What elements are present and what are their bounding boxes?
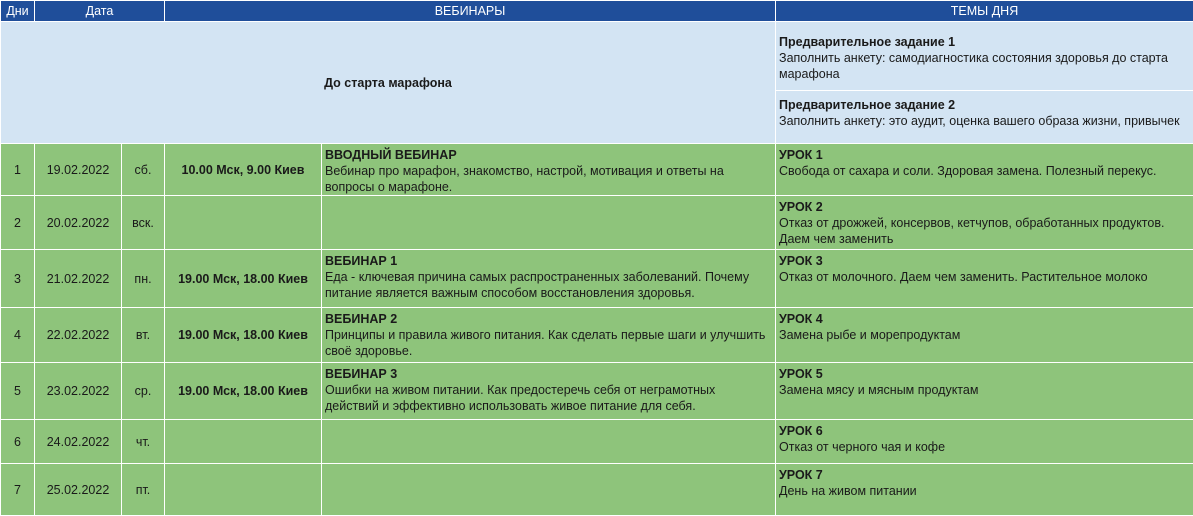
topic-title: УРОК 3 [779, 253, 1190, 269]
day-number: 5 [1, 363, 35, 420]
weekday-cell: пн. [122, 250, 165, 308]
webinar-title: ВЕБИНАР 2 [325, 311, 772, 327]
date-cell: 24.02.2022 [35, 420, 122, 464]
day-number: 4 [1, 308, 35, 363]
webinar-description: Ошибки на живом питании. Как предостеречь себя от неграмотных действий и эффективно использовать живое питание для себя. [325, 382, 772, 414]
webinar-time: 19.00 Мск, 18.00 Киев [165, 363, 322, 420]
webinar-cell [322, 196, 776, 250]
topic-description: Отказ от черного чая и кофе [779, 439, 1190, 455]
header-days: Дни [1, 1, 35, 22]
webinar-cell [322, 250, 776, 308]
topic-cell [776, 196, 1193, 250]
header-topics: ТЕМЫ ДНЯ [776, 1, 1193, 22]
topic-description: Замена рыбе и морепродуктам [779, 327, 1190, 343]
preliminary-task-2-title: Предварительное задание 2 [779, 97, 1190, 113]
preliminary-task-2-text: Заполнить анкету: это аудит, оценка вашего образа жизни, привычек [779, 113, 1190, 129]
webinar-cell [322, 308, 776, 363]
topic-description: День на живом питании [779, 483, 1190, 499]
topic-cell [776, 420, 1193, 464]
webinar-cell [322, 464, 776, 516]
date-cell: 19.02.2022 [35, 144, 122, 196]
day-number: 3 [1, 250, 35, 308]
topic-description: Отказ от дрожжей, консервов, кетчупов, обработанных продуктов. Даем чем заменить [779, 215, 1190, 247]
day-number: 2 [1, 196, 35, 250]
schedule-row [1, 363, 1193, 420]
topic-title: УРОК 5 [779, 366, 1190, 382]
webinar-title: ВЕБИНАР 3 [325, 366, 772, 382]
before-start-label: До старта марафона [1, 22, 776, 144]
topic-title: УРОК 7 [779, 467, 1190, 483]
preliminary-task-1 [779, 28, 1190, 90]
webinar-time: 10.00 Мск, 9.00 Киев [165, 144, 322, 196]
date-cell: 20.02.2022 [35, 196, 122, 250]
webinar-time [165, 420, 322, 464]
webinar-cell [322, 420, 776, 464]
webinar-time [165, 464, 322, 516]
day-number: 6 [1, 420, 35, 464]
topic-cell [776, 464, 1193, 516]
topic-cell [776, 144, 1193, 196]
topic-title: УРОК 6 [779, 423, 1190, 439]
webinar-time: 19.00 Мск, 18.00 Киев [165, 250, 322, 308]
date-cell: 25.02.2022 [35, 464, 122, 516]
preliminary-tasks-cell [776, 22, 1193, 144]
date-cell: 22.02.2022 [35, 308, 122, 363]
webinar-description: Принципы и правила живого питания. Как сделать первые шаги и улучшить своё здоровье. [325, 327, 772, 359]
webinar-description: Еда - ключевая причина самых распространенных заболеваний. Почему питание является важным способом восстановления здоровья. [325, 269, 772, 301]
weekday-cell: чт. [122, 420, 165, 464]
schedule-row [1, 308, 1193, 363]
schedule-row [1, 196, 1193, 250]
day-number: 1 [1, 144, 35, 196]
schedule-row [1, 420, 1193, 464]
schedule-row [1, 464, 1193, 516]
weekday-cell: сб. [122, 144, 165, 196]
weekday-cell: вск. [122, 196, 165, 250]
preliminary-task-1-text: Заполнить анкету: самодиагностика состояния здоровья до старта марафона [779, 50, 1190, 82]
topic-description: Отказ от молочного. Даем чем заменить. Растительное молоко [779, 269, 1190, 285]
schedule-row [1, 250, 1193, 308]
webinar-cell [322, 144, 776, 196]
topic-cell [776, 250, 1193, 308]
date-cell: 23.02.2022 [35, 363, 122, 420]
webinar-time [165, 196, 322, 250]
topic-description: Свобода от сахара и соли. Здоровая замена. Полезный перекус. [779, 163, 1190, 179]
topic-title: УРОК 1 [779, 147, 1190, 163]
before-start-row [1, 22, 1193, 144]
weekday-cell: пт. [122, 464, 165, 516]
preliminary-task-2 [779, 91, 1190, 137]
weekday-cell: ср. [122, 363, 165, 420]
webinar-description: Вебинар про марафон, знакомство, настрой, мотивация и ответы на вопросы о марафоне. [325, 163, 772, 195]
weekday-cell: вт. [122, 308, 165, 363]
topic-description: Замена мясу и мясным продуктам [779, 382, 1190, 398]
topic-cell [776, 308, 1193, 363]
day-number: 7 [1, 464, 35, 516]
schedule-row [1, 144, 1193, 196]
header-webinars: ВЕБИНАРЫ [165, 1, 776, 22]
topic-title: УРОК 4 [779, 311, 1190, 327]
header-date: Дата [35, 1, 165, 22]
preliminary-task-1-title: Предварительное задание 1 [779, 34, 1190, 50]
webinar-title: ВВОДНЫЙ ВЕБИНАР [325, 147, 772, 163]
topic-title: УРОК 2 [779, 199, 1190, 215]
webinar-title: ВЕБИНАР 1 [325, 253, 772, 269]
webinar-time: 19.00 Мск, 18.00 Киев [165, 308, 322, 363]
webinar-cell [322, 363, 776, 420]
topic-cell [776, 363, 1193, 420]
header-row [1, 1, 1193, 22]
date-cell: 21.02.2022 [35, 250, 122, 308]
